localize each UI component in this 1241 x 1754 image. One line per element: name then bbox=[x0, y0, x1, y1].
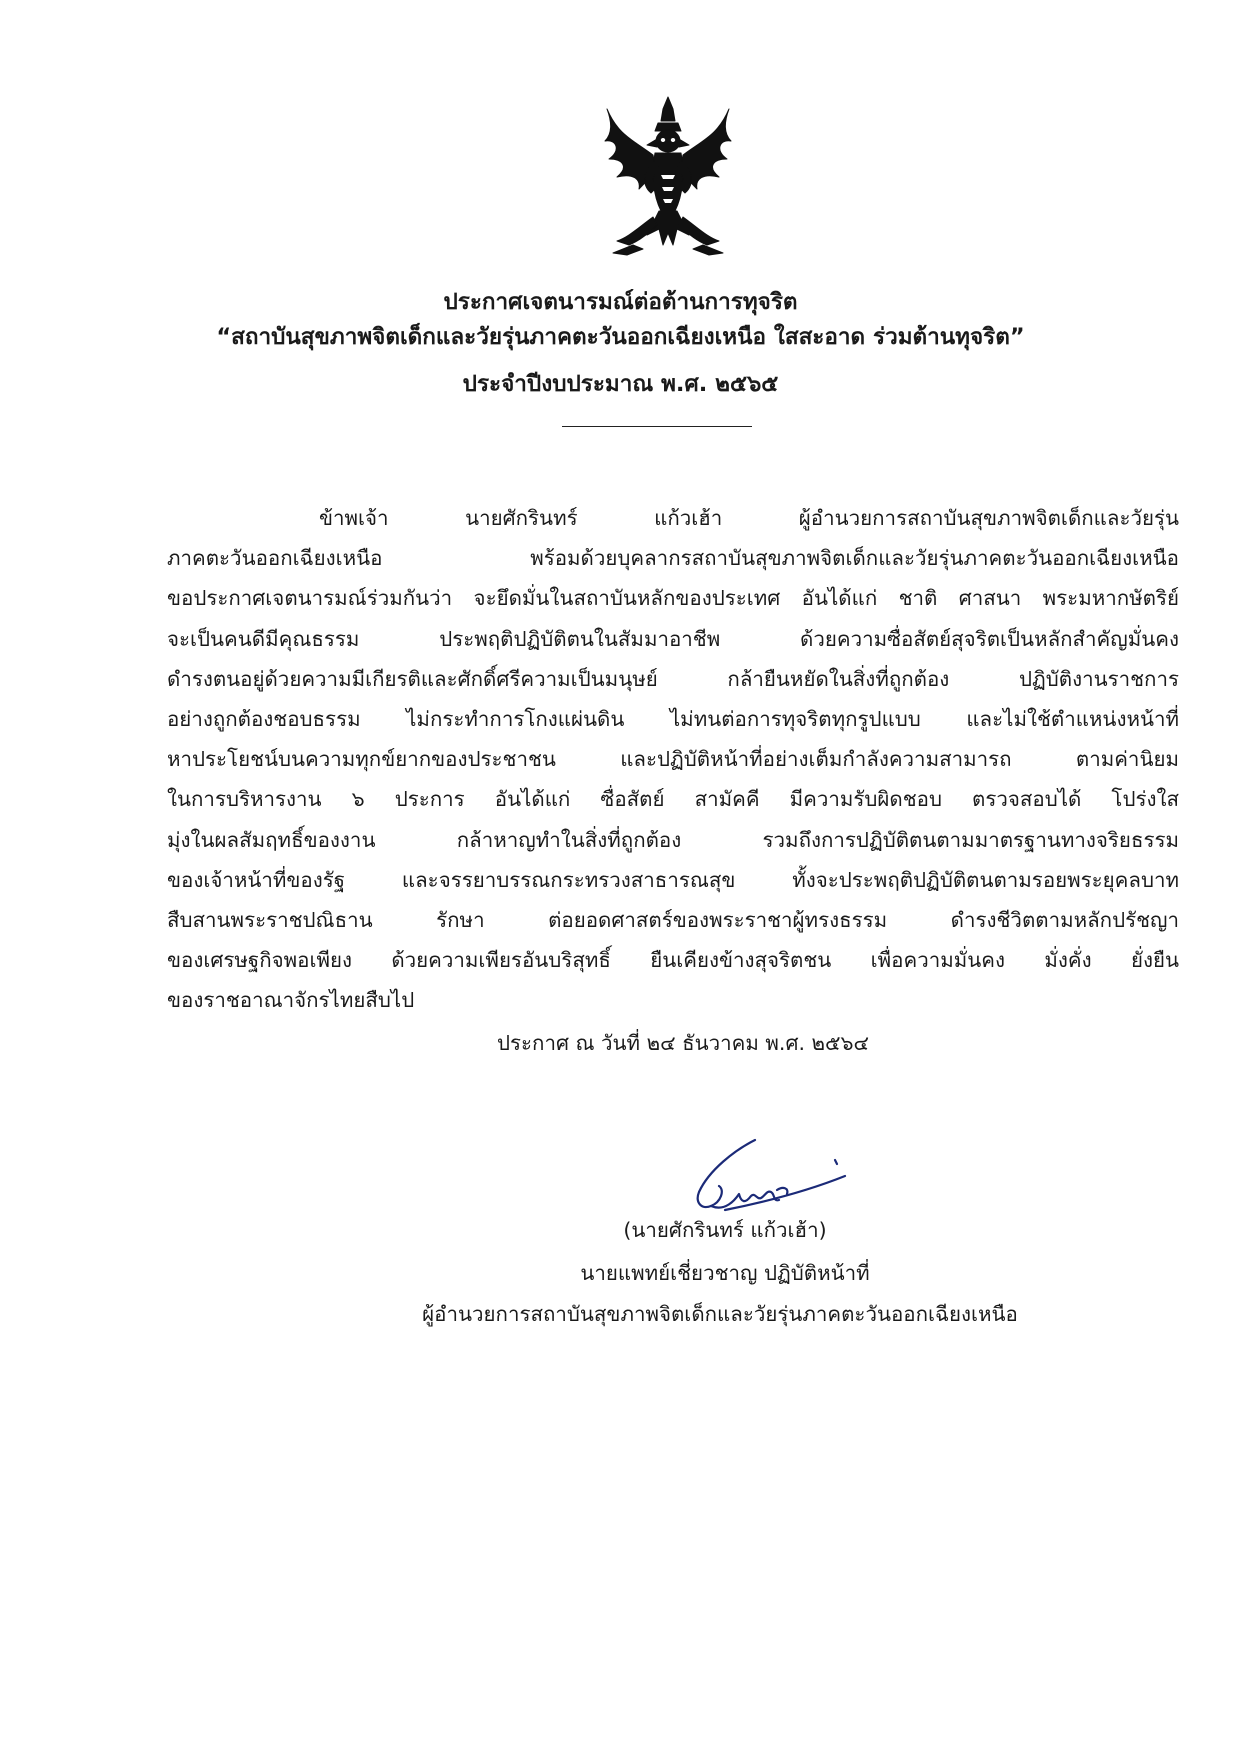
body-line: สืบสานพระราชปณิธาน รักษา ต่อยอดศาสตร์ของพระราชาผู้ทรงธรรม ดำรงชีวิตตามหลักปรัชญา bbox=[167, 907, 1179, 932]
body-line: จะเป็นคนดีมีคุณธรรม ประพฤติปฏิบัติตนในสัมมาอาชีพ ด้วยความซื่อสัตย์สุจริตเป็นหลักสำคัญมั่นคง bbox=[167, 626, 1179, 651]
body-line: ในการบริหารงาน ๖ ประการ อันได้แก่ ซื่อสัตย์ สามัคคี มีความรับผิดชอบ ตรวจสอบได้ โปร่งใส bbox=[167, 787, 1179, 812]
announcement-subtitle: “สถาบันสุขภาพจิตเด็กและวัยรุ่นภาคตะวันออกเฉียงเหนือ ใสสะอาด ร่วมต้านทุจริต” bbox=[216, 324, 1025, 350]
fiscal-year-line: ประจำปีงบประมาณ พ.ศ. ๒๕๖๕ bbox=[462, 371, 779, 397]
body-line: ดำรงตนอยู่ด้วยความมีเกียรติและศักดิ์ศรีความเป็นมนุษย์ กล้ายืนหยัดในสิ่งที่ถูกต้อง ปฏิบัติงานราชการ bbox=[167, 666, 1179, 691]
announcement-title: ประกาศเจตนารมณ์ต่อต้านการทุจริต bbox=[443, 289, 798, 315]
body-line: ของราชอาณาจักรไทยสืบไป bbox=[167, 988, 415, 1013]
announcement-body bbox=[167, 498, 1179, 1020]
body-line: ของเศรษฐกิจพอเพียง ด้วยความเพียรอันบริสุทธิ์ ยืนเคียงข้างสุจริตชน เพื่อความมั่นคง มั่งคั่ง ยั่งยืน bbox=[167, 948, 1179, 973]
title-divider bbox=[562, 426, 752, 427]
garuda-emblem-icon bbox=[603, 95, 733, 265]
body-line: ขอประกาศเจตนารมณ์ร่วมกันว่า จะยึดมั่นในสถาบันหลักของประเทศ อันได้แก่ ชาติ ศาสนา พระมหากษัตริย์ bbox=[167, 586, 1179, 611]
body-line: มุ่งในผลสัมฤทธิ์ของงาน กล้าหาญทำในสิ่งที่ถูกต้อง รวมถึงการปฏิบัติตนตามมาตรฐานทางจริยธรรม bbox=[167, 827, 1179, 852]
body-line: ของเจ้าหน้าที่ของรัฐ และจรรยาบรรณกระทรวงสาธารณสุข ทั้งจะประพฤติปฏิบัติตนตามรอยพระยุคลบาท bbox=[167, 867, 1179, 892]
signatory-role: ผู้อำนวยการสถาบันสุขภาพจิตเด็กและวัยรุ่นภาคตะวันออกเฉียงเหนือ bbox=[422, 1302, 1018, 1326]
body-line: ข้าพเจ้า นายศักรินทร์ แก้วเฮ้า ผู้อำนวยการสถาบันสุขภาพจิตเด็กและวัยรุ่น bbox=[319, 506, 1179, 530]
body-line: ภาคตะวันออกเฉียงเหนือ พร้อมด้วยบุคลากรสถาบันสุขภาพจิตเด็กและวัยรุ่นภาคตะวันออกเฉียงเหนือ bbox=[167, 546, 1179, 571]
body-line: อย่างถูกต้องชอบธรรม ไม่กระทำการโกงแผ่นดิน ไม่ทนต่อการทุจริตทุกรูปแบบ และไม่ใช้ตำแหน่งหน้าที่ bbox=[167, 706, 1179, 731]
signatory-position: นายแพทย์เชี่ยวชาญ ปฏิบัติหน้าที่ bbox=[580, 1261, 870, 1285]
body-line: หาประโยชน์บนความทุกข์ยากของประชาชน และปฏิบัติหน้าที่อย่างเต็มกำลังความสามารถ ตามค่านิยม bbox=[167, 747, 1179, 772]
announcement-date: ประกาศ ณ วันที่ ๒๔ ธันวาคม พ.ศ. ๒๕๖๔ bbox=[497, 1031, 870, 1055]
signatory-name: (นายศักรินทร์ แก้วเฮ้า) bbox=[623, 1218, 827, 1242]
